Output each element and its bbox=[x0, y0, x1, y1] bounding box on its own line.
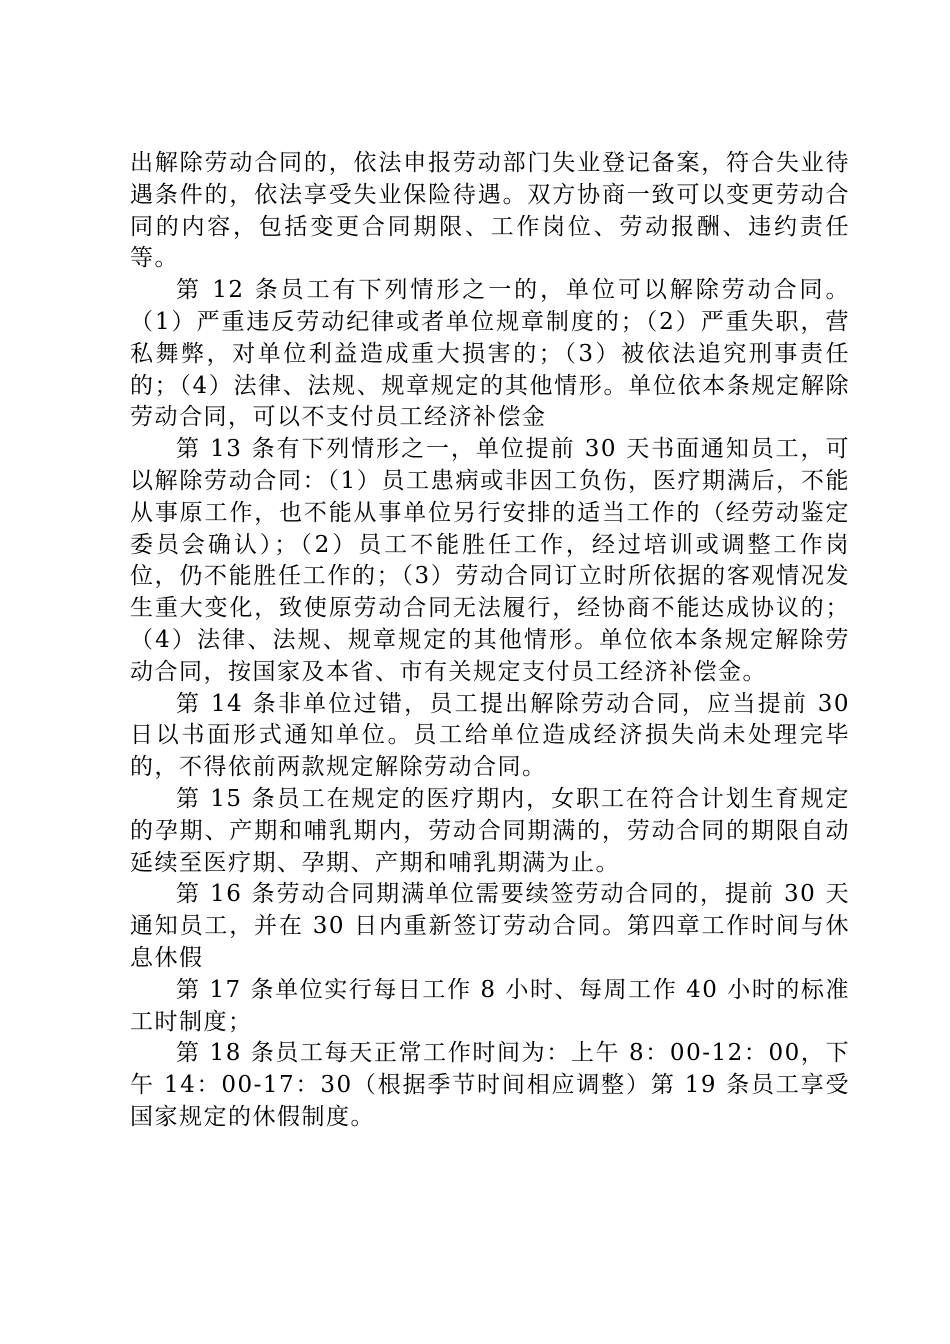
document-body bbox=[130, 148, 850, 1134]
paragraph-article-18: 第 18 条员工每天正常工作时间为：上午 8：00-12：00，下午 14：00-17：30（根据季节时间相应调整）第 19 条员工享受国家规定的休假制度。 bbox=[130, 1040, 850, 1130]
paragraph-article-13: 第 13 条有下列情形之一，单位提前 30 天书面通知员工，可以解除劳动合同：（1）员工患病或非因工负伤，医疗期满后，不能从事原工作，也不能从事单位另行安排的适当工作的（经劳动鉴定委员会确认）；（2）员工不能胜任工作，经过培训或调整工作岗位，仍不能胜任工作的；（3）劳动合同订立时所依据的客观情况发生重大变化，致使原劳动合同无法履行，经协商不能达成协议的；（4）法律、法规、规章规定的其他情形。单位依本条规定解除劳动合同，按国家及本省、市有关规定支付员工经济补偿金。 bbox=[130, 436, 850, 685]
paragraph-article-12: 第 12 条员工有下列情形之一的，单位可以解除劳动合同。（1）严重违反劳动纪律或者单位规章制度的；（2）严重失职，营私舞弊，对单位利益造成重大损害的；（3）被依法追究刑事责任的；（4）法律、法规、规章规定的其他情形。单位依本条规定解除劳动合同，可以不支付员工经济补偿金 bbox=[130, 277, 850, 431]
paragraph-article-15: 第 15 条员工在规定的医疗期内，女职工在符合计划生育规定的孕期、产期和哺乳期内，劳动合同期满的，劳动合同的期限自动延续至医疗期、孕期、产期和哺乳期满为止。 bbox=[130, 785, 850, 876]
paragraph-continuation: 出解除劳动合同的，依法申报劳动部门失业登记备案，符合失业待遇条件的，依法享受失业保险待遇。双方协商一致可以变更劳动合同的内容，包括变更合同期限、工作岗位、劳动报酬、违约责任等。 bbox=[130, 150, 850, 272]
paragraph-article-14: 第 14 条非单位过错，员工提出解除劳动合同，应当提前 30 日以书面形式通知单位。员工给单位造成经济损失尚未处理完毕的，不得依前两款规定解除劳动合同。 bbox=[130, 690, 850, 781]
paragraph-article-17: 第 17 条单位实行每日工作 8 小时、每周工作 40 小时的标准工时制度； bbox=[130, 976, 850, 1035]
paragraph-article-16: 第 16 条劳动合同期满单位需要续签劳动合同的，提前 30 天通知员工，并在 30 日内重新签订劳动合同。第四章工作时间与休息休假 bbox=[130, 881, 850, 971]
